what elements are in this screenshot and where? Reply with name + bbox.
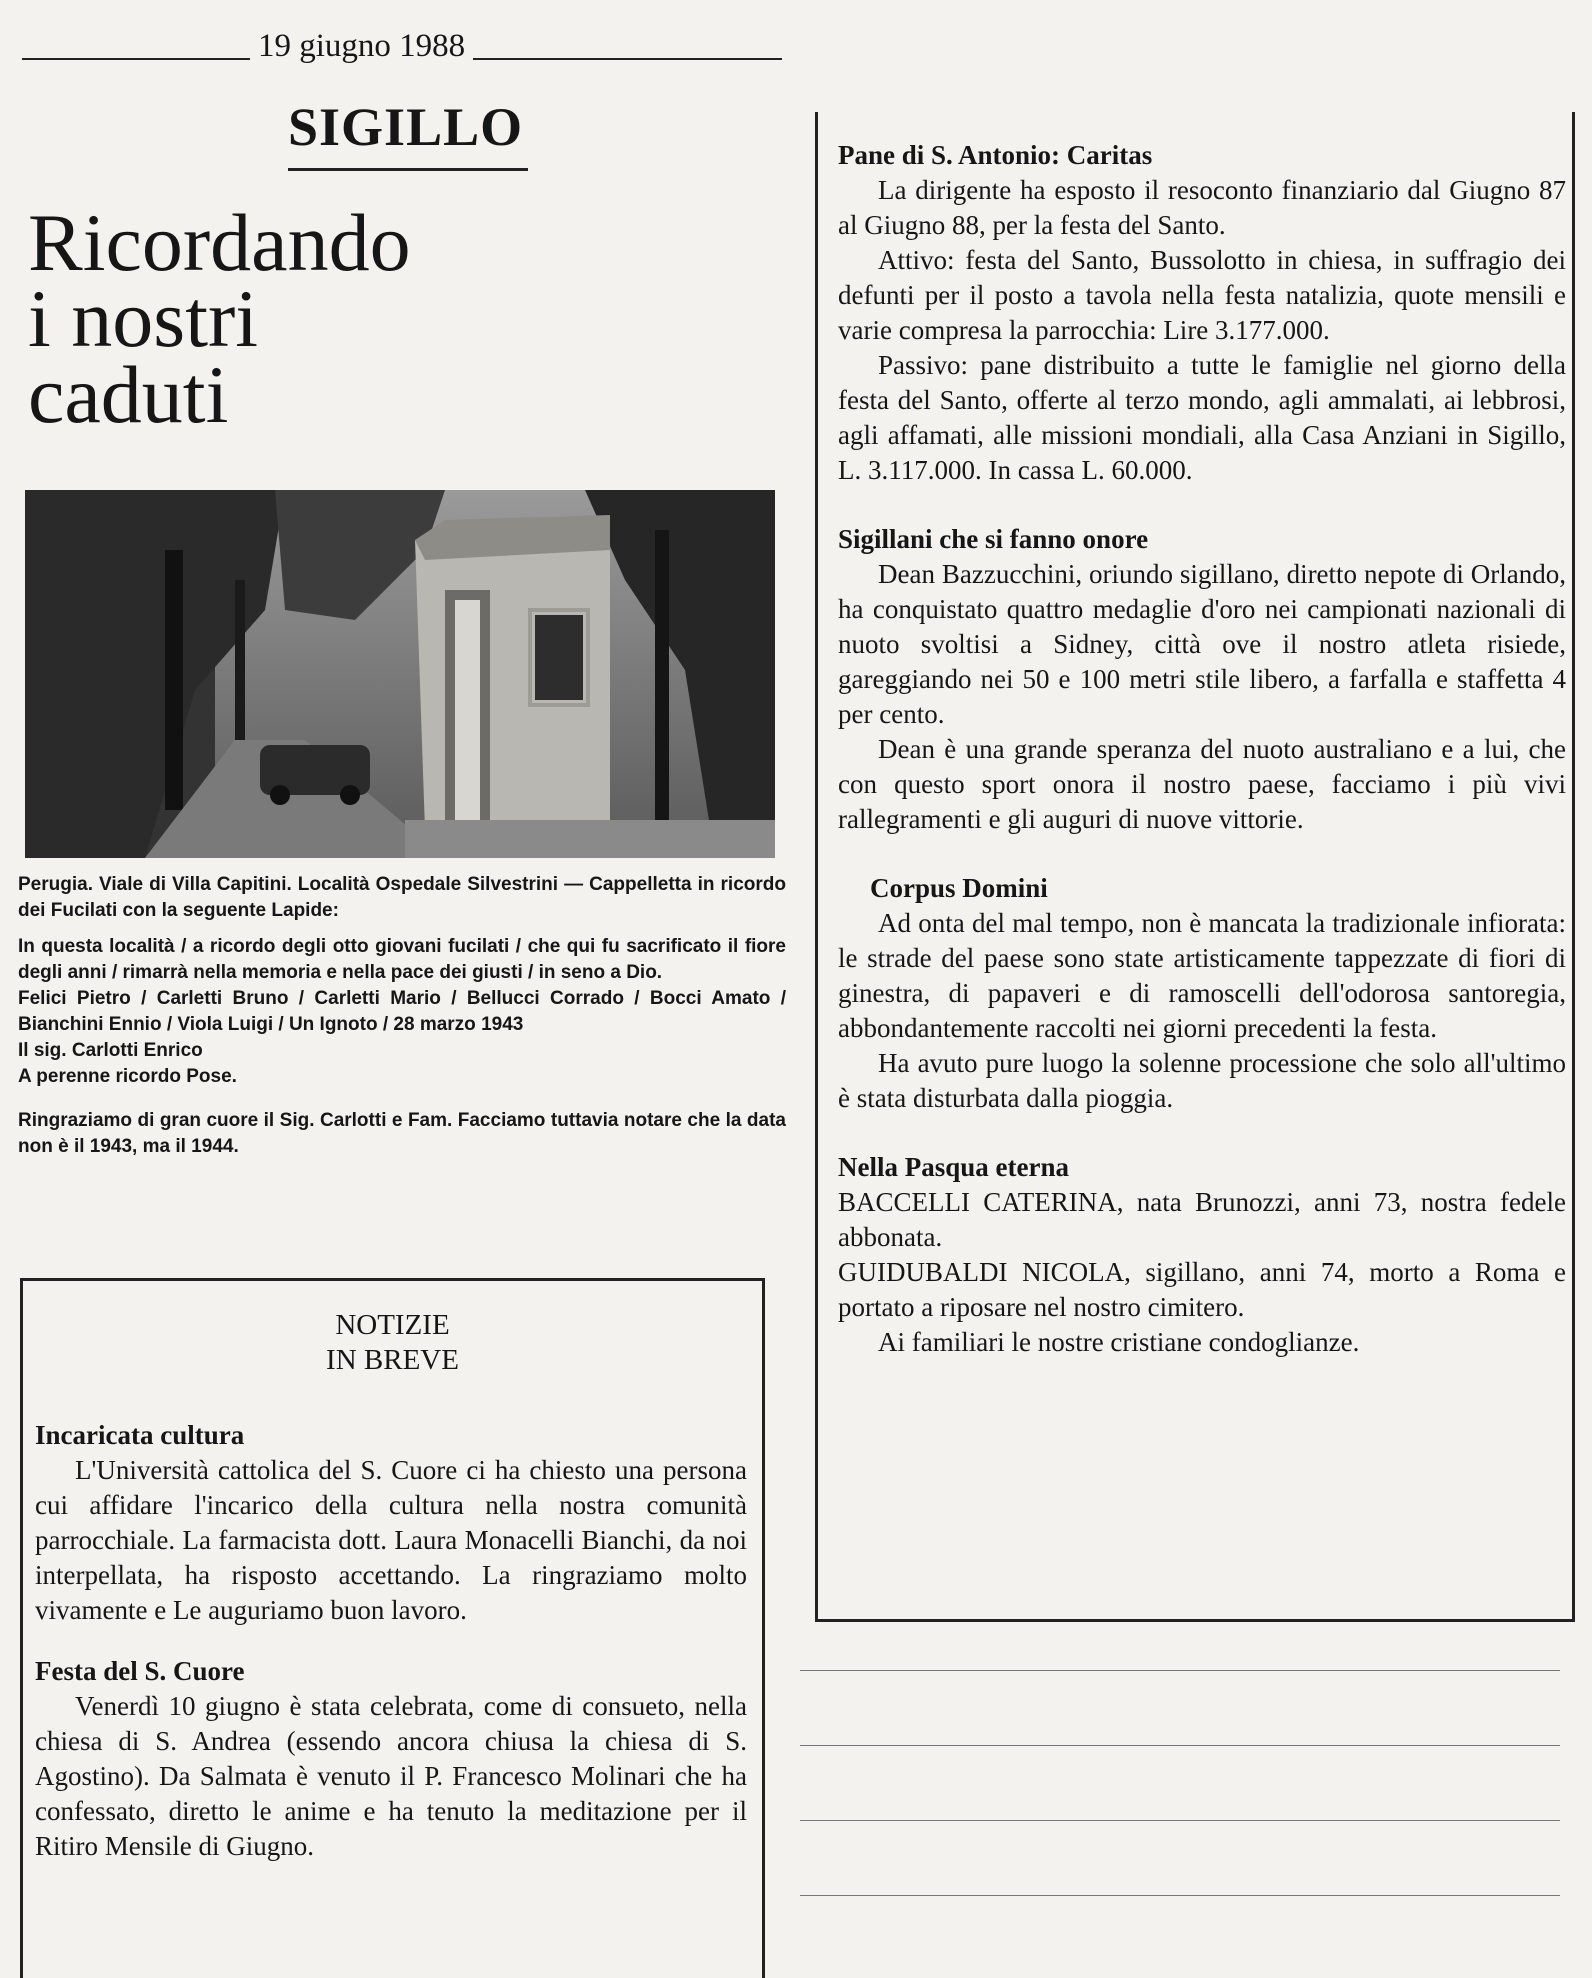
article-title: Sigillani che si fanno onore xyxy=(838,524,1149,554)
article-paragraph: Dean Bazzucchini, oriundo sigillano, diretto nepote di Orlando, ha conquistato quattro medaglie d'oro nei campionati nazionali di nuoto svoltisi a Sidney, città ove il nostro atleta risiede, gareggiando nei 50 e 100 metri stile libero, a farfalla e staffetta 4 per cento. xyxy=(838,559,1566,729)
article-paragraph: Attivo: festa del Santo, Bussolotto in chiesa, in suffragio dei defunti per il posto a tavola nella festa natalizia, quote mensili e varie compresa la parrocchia: Lire 3.177.000. xyxy=(838,245,1566,345)
article-paragraph: Ha avuto pure luogo la solenne processione che solo all'ultimo è stata disturbata dalla pioggia. xyxy=(838,1048,1566,1113)
article-headline xyxy=(28,197,411,440)
notizie-title-line: IN BREVE xyxy=(326,1344,459,1376)
obituary-entry: BACCELLI CATERINA, nata Brunozzi, anni 73, nostra fedele abbonata. xyxy=(838,1187,1566,1252)
section-underline xyxy=(288,168,528,171)
notizie-title-line: NOTIZIE xyxy=(335,1309,450,1341)
article-title: Festa del S. Cuore xyxy=(35,1656,245,1686)
caption-dedication: A perenne ricordo Pose. xyxy=(18,1066,237,1087)
notizie-title xyxy=(20,1308,765,1378)
ruled-line xyxy=(800,1745,1560,1746)
right-column xyxy=(838,138,1566,1360)
headline-line: Ricordando xyxy=(28,197,411,288)
article-title: Pane di S. Antonio: Caritas xyxy=(838,140,1153,170)
photo-caption xyxy=(18,872,786,1170)
ruled-line xyxy=(800,1820,1560,1821)
article-paragraph: L'Università cattolica del S. Cuore ci ha chiesto una persona cui affidare l'incarico della cultura nella nostra comunità parrocchiale. La farmacista dott. Laura Monacelli Bianchi, da noi interpellata, ha risposto accettando. La ringraziamo molto vivamente e Le auguriamo buon lavoro. xyxy=(35,1455,747,1625)
article-paragraph: Ai familiari le nostre cristiane condoglianze. xyxy=(878,1327,1360,1357)
article-paragraph: La dirigente ha esposto il resoconto finanziario dal Giugno 87 al Giugno 88, per la festa del Santo. xyxy=(838,175,1566,240)
ruled-line xyxy=(800,1895,1560,1896)
ruled-line xyxy=(800,1670,1560,1671)
caption-plaque-text: In questa località / a ricordo degli otto giovani fucilati / che qui fu sacrificato il fiore degli anni / rimarrà nella memoria e nella pace dei giusti / in seno a Dio. xyxy=(18,936,786,983)
article-paragraph: Dean è una grande speranza del nuoto australiano e a lui, che con questo sport onora il nostro paese, facciamo i più vivi rallegramenti e gli auguri di nuove vittorie. xyxy=(838,734,1566,834)
headline-line: caduti xyxy=(28,349,229,440)
section-title: SIGILLO xyxy=(288,97,524,157)
article-paragraph: Ad onta del mal tempo, non è mancata la tradizionale infiorata: le strade del paese sono state artisticamente tappezzate di fiori di ginestra, di papaveri e di ramoscelli dell'odorosa santoregia, abbondantemente raccolti nei giorni precedenti la festa. xyxy=(838,908,1566,1043)
article-paragraph: Venerdì 10 giugno è stata celebrata, come di consueto, nella chiesa di S. Andrea (essendo ancora chiusa la chiesa di S. Agostino). Da Salmata è venuto il P. Francesco Molinari che ha confessato, diretto le anime e ha tenuto la meditazione per il Ritiro Mensile di Giugno. xyxy=(35,1691,747,1861)
issue-date: 19 giugno 1988 xyxy=(250,28,473,65)
article-paragraph: Passivo: pane distribuito a tutte le famiglie nel giorno della festa del Santo, offerte al terzo mondo, agli ammalati, ai lebbrosi, agli affamati, alle missioni mondiali, alla Casa Anziani in Sigillo, L. 3.117.000. In cassa L. 60.000. xyxy=(838,350,1566,485)
chapel-photo xyxy=(25,490,775,858)
obituary-entry: GUIDUBALDI NICOLA, sigillano, anni 74, morto a Roma e portato a riposare nel nostro cimitero. xyxy=(838,1257,1566,1322)
headline-line: i nostri xyxy=(28,273,259,364)
caption-names: Felici Pietro / Carletti Bruno / Carletti Mario / Bellucci Corrado / Bocci Amato / Bianchini Ennio / Viola Luigi / Un Ignoto / 28 marzo 1943 xyxy=(18,988,786,1035)
article-title: Incaricata cultura xyxy=(35,1420,245,1450)
caption-location: Perugia. Viale di Villa Capitini. Località Ospedale Silvestrini — Cappelletta in ricordo dei Fucilati con la seguente Lapide: xyxy=(18,874,786,921)
caption-donor: Il sig. Carlotti Enrico xyxy=(18,1040,203,1061)
article-title: Nella Pasqua eterna xyxy=(838,1152,1069,1182)
notizie-column xyxy=(35,1418,747,1864)
article-title: Corpus Domini xyxy=(870,873,1048,903)
caption-note: Ringraziamo di gran cuore il Sig. Carlotti e Fam. Facciamo tuttavia notare che la data non è il 1943, ma il 1944. xyxy=(18,1110,786,1157)
